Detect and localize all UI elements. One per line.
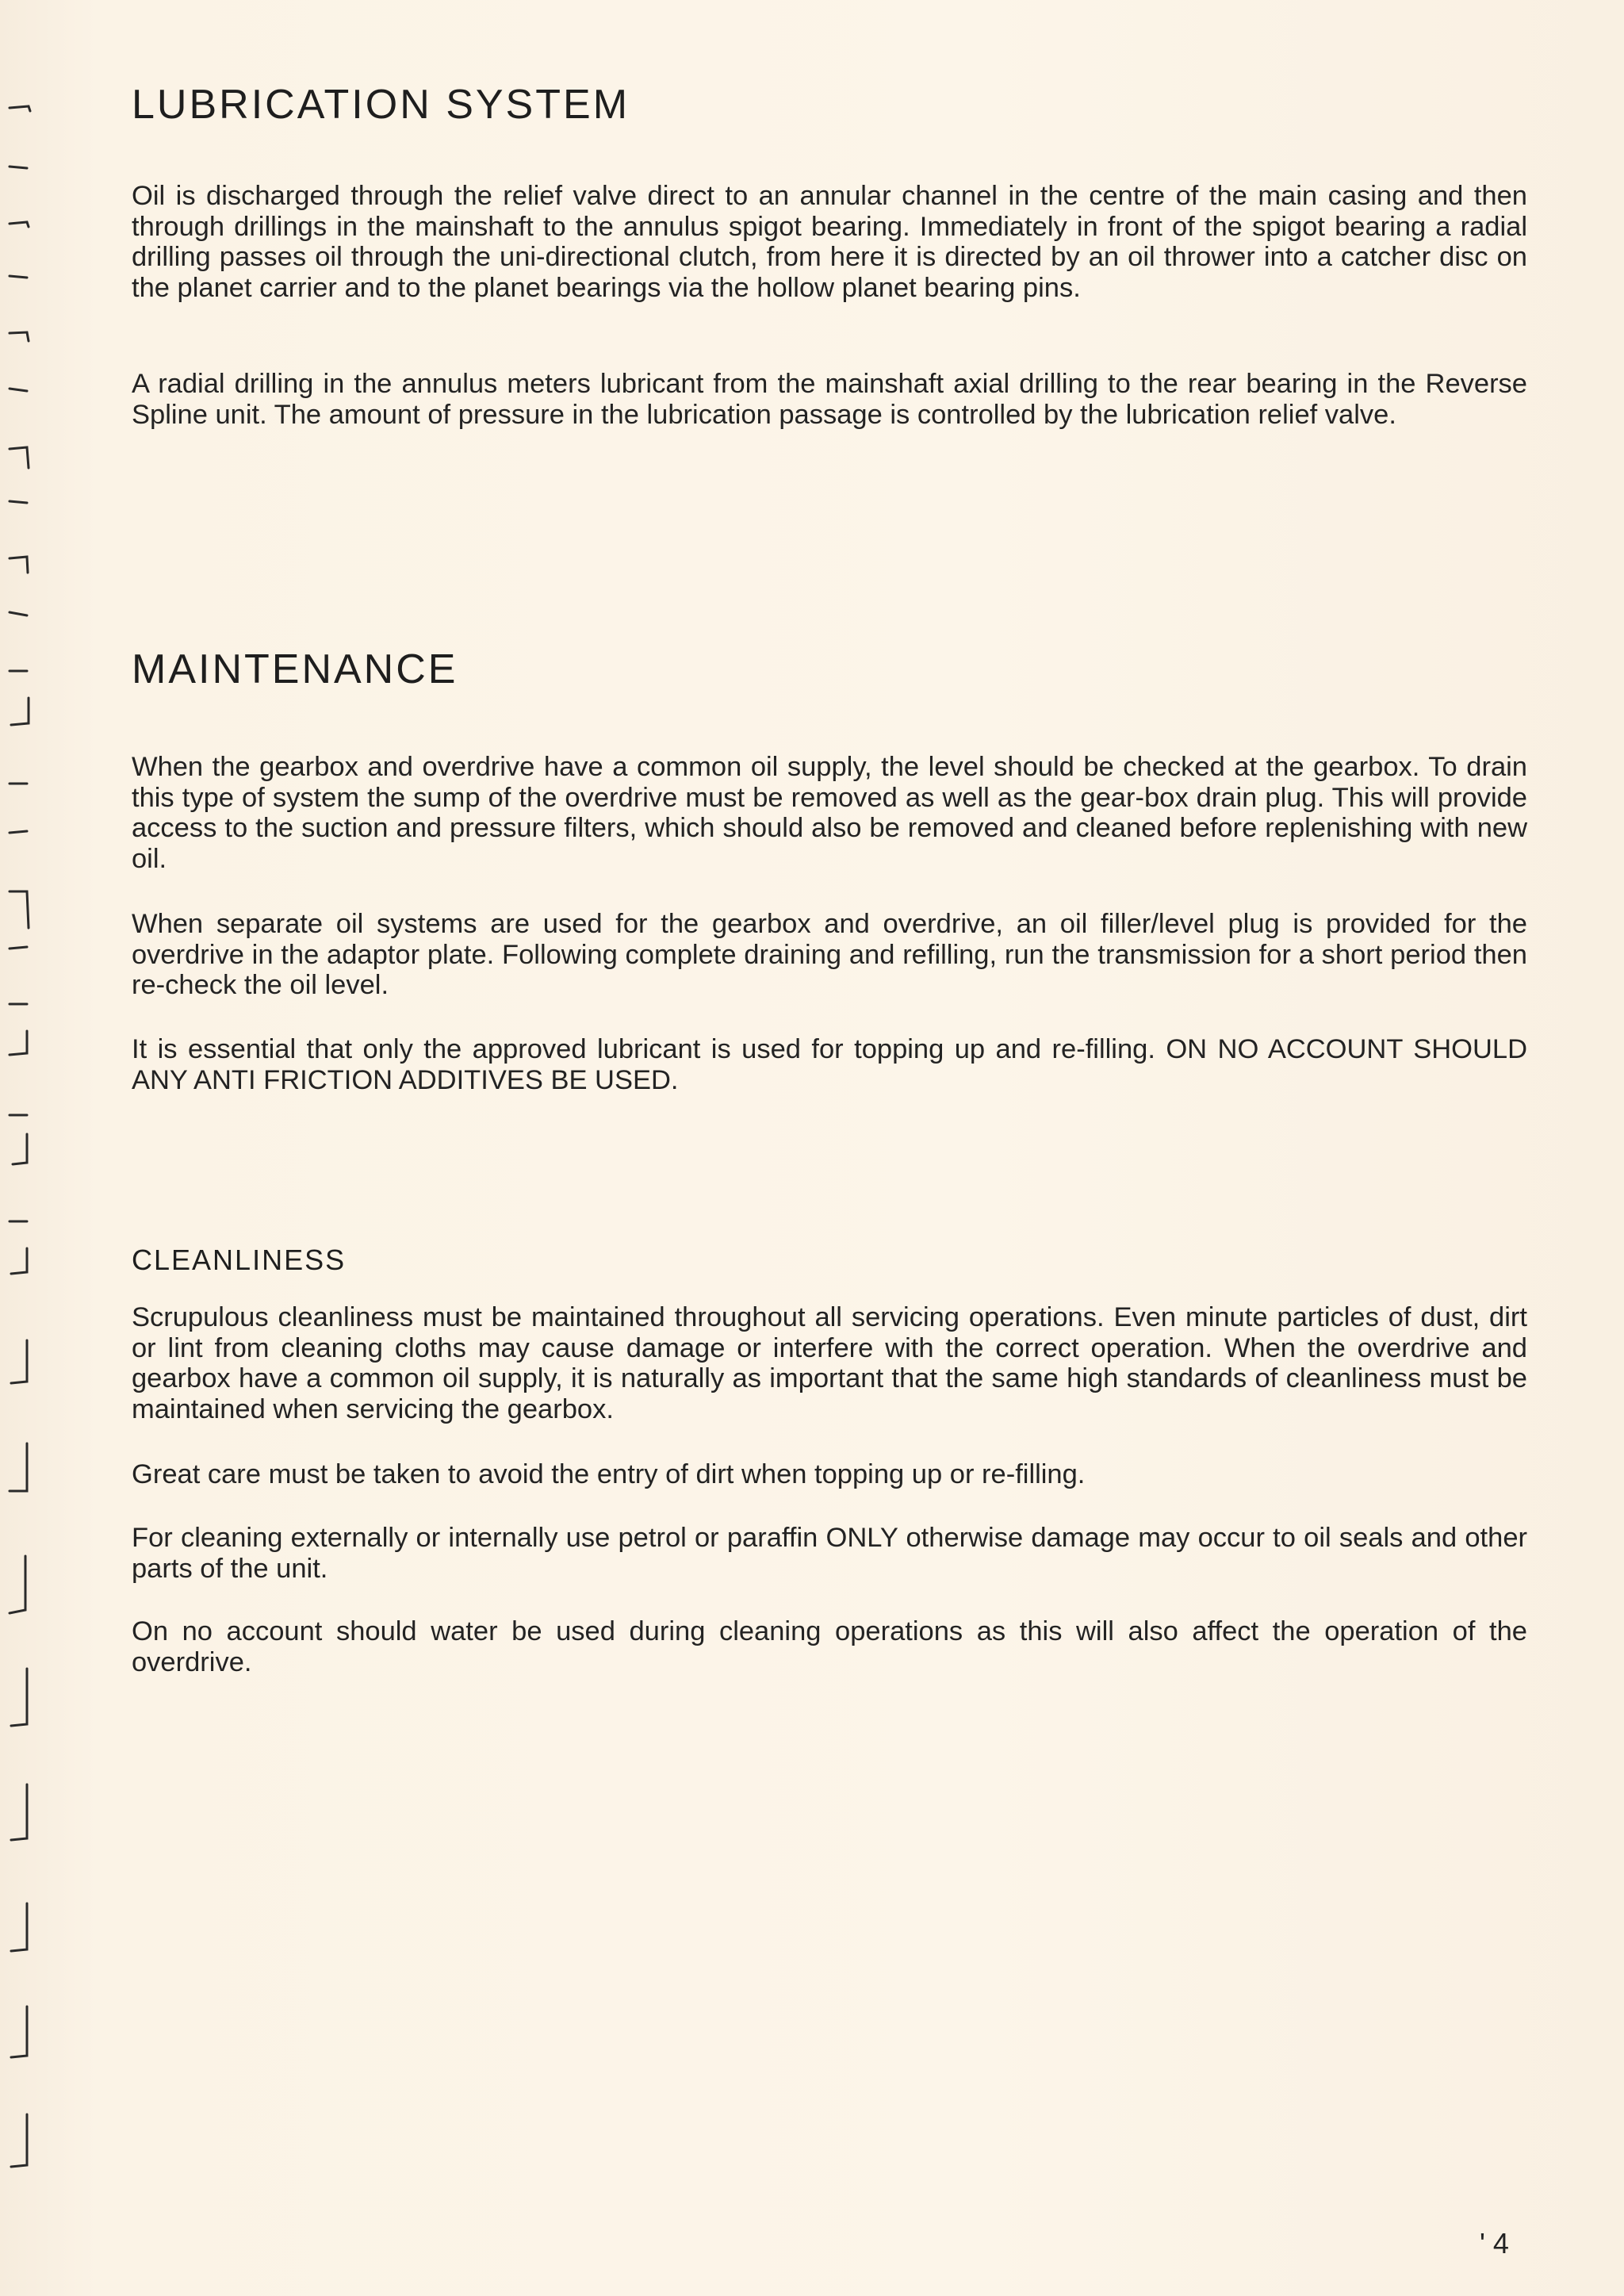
heading-maintenance: MAINTENANCE (132, 646, 458, 692)
lubrication-paragraph-2: A radial drilling in the annulus meters lubricant from the mainshaft axial drilling to the rear bearing in the Reverse Spline unit. The amount of pressure in the lubrication passage is controlled by the lubrication relief valve. (132, 369, 1527, 430)
page-number: ' 4 (1480, 2227, 1509, 2260)
cleanliness-paragraph-1: Scrupulous cleanliness must be maintained throughout all servicing operations. Even minute particles of dust, dirt or lint from cleaning cloths may cause damage or interfere with the correct operation. When the overdrive and gearbox have a common oil supply, it is naturally as important that the same high standards of cleanliness must be maintained when servicing the gearbox. (132, 1302, 1527, 1424)
maintenance-paragraph-2: When separate oil systems are used for the gearbox and overdrive, an oil filler/level plug is provided for the overdrive in the adaptor plate. Following complete draining and refilling, run the transmission for a short period then re-check the oil level. (132, 909, 1527, 1000)
maintenance-paragraph-3: It is essential that only the approved lubricant is used for topping up and re-filling. ON NO ACCOUNT SHOULD ANY ANTI FRICTION ADDITIVES BE USED. (132, 1034, 1527, 1095)
cleanliness-paragraph-4: On no account should water be used during cleaning operations as this will also affect the operation of the overdrive. (132, 1616, 1527, 1677)
heading-cleanliness: CLEANLINESS (132, 1244, 347, 1276)
cleanliness-paragraph-3: For cleaning externally or internally use petrol or paraffin ONLY otherwise damage may occur to oil seals and other parts of the unit. (132, 1523, 1527, 1584)
heading-lubrication-system: LUBRICATION SYSTEM (132, 82, 630, 128)
binding-hole-marks (0, 0, 63, 2296)
cleanliness-paragraph-2: Great care must be taken to avoid the entry of dirt when topping up or re-filling. (132, 1459, 1086, 1489)
maintenance-paragraph-1: When the gearbox and overdrive have a common oil supply, the level should be checked at the gearbox. To drain this type of system the sump of the overdrive must be removed as well as the gear-box drain plug. This will provide access to the suction and pressure filters, which should also be removed and cleaned before replenishing with new oil. (132, 752, 1527, 874)
lubrication-paragraph-1: Oil is discharged through the relief valve direct to an annular channel in the centre of the main casing and then through drillings in the mainshaft to the annulus spigot bearing. Immediately in front of the spigot bearing a radial drilling passes oil through the uni-directional clutch, from here it is directed by an oil thrower into a catcher disc on the planet carrier and to the planet bearings via the hollow planet bearing pins. (132, 181, 1527, 303)
